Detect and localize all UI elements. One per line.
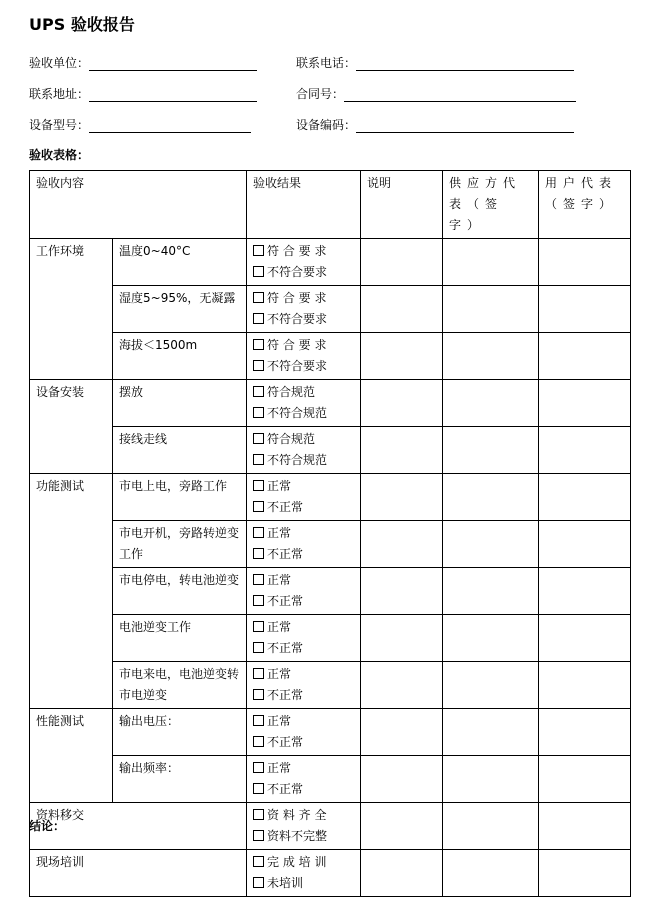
option-label: 未培训 xyxy=(267,876,304,890)
group-install: 设备安装 xyxy=(30,380,113,474)
model-label: 设备型号： xyxy=(29,118,90,132)
note-cell[interactable] xyxy=(361,568,443,615)
result-cell xyxy=(247,474,361,521)
item-f4: 电池逆变工作 xyxy=(113,615,247,662)
group-func: 功能测试 xyxy=(30,474,113,709)
option-label: 正常 xyxy=(267,620,292,634)
acceptance-table xyxy=(29,170,631,897)
user-sign-cell[interactable] xyxy=(539,286,631,333)
table-row xyxy=(30,568,631,615)
group-docs: 资料移交 xyxy=(30,803,247,850)
checkbox[interactable] xyxy=(253,339,264,350)
checkbox[interactable] xyxy=(253,595,264,606)
header-note: 说明 xyxy=(361,171,443,239)
phone-label: 联系电话： xyxy=(296,56,357,70)
serial-field xyxy=(296,116,574,133)
header-content: 验收内容 xyxy=(30,171,247,239)
note-cell[interactable] xyxy=(361,333,443,380)
note-cell[interactable] xyxy=(361,850,443,897)
contract-field xyxy=(296,85,576,102)
table-row xyxy=(30,850,631,897)
checkbox[interactable] xyxy=(253,548,264,559)
group-train: 现场培训 xyxy=(30,850,247,897)
result-cell xyxy=(247,756,361,803)
option-label: 符 合 要 求 xyxy=(267,244,327,258)
serial-input[interactable] xyxy=(356,118,574,133)
option-label: 符 合 要 求 xyxy=(267,338,327,352)
supplier-sign-cell[interactable] xyxy=(443,709,539,756)
checkbox[interactable] xyxy=(253,433,264,444)
page-title: UPS 验收报告 xyxy=(29,15,135,34)
checkbox[interactable] xyxy=(253,407,264,418)
option-label: 不正常 xyxy=(267,688,304,702)
unit-input[interactable] xyxy=(89,56,257,71)
supplier-sign-cell[interactable] xyxy=(443,286,539,333)
item-f5: 市电来电，电池逆变转市电逆变 xyxy=(113,662,247,709)
supplier-sign-cell[interactable] xyxy=(443,333,539,380)
table-row xyxy=(30,662,631,709)
item-f1: 市电上电，旁路工作 xyxy=(113,474,247,521)
checkbox[interactable] xyxy=(253,715,264,726)
result-cell xyxy=(247,803,361,850)
note-cell[interactable] xyxy=(361,662,443,709)
result-cell xyxy=(247,286,361,333)
table-row xyxy=(30,333,631,380)
address-label: 联系地址： xyxy=(29,87,90,101)
checkbox[interactable] xyxy=(253,668,264,679)
table-row xyxy=(30,474,631,521)
note-cell[interactable] xyxy=(361,709,443,756)
supplier-sign-cell[interactable] xyxy=(443,662,539,709)
unit-label: 验收单位： xyxy=(29,56,90,70)
supplier-sign-cell[interactable] xyxy=(443,568,539,615)
option-label: 不符合要求 xyxy=(267,312,328,326)
checkbox[interactable] xyxy=(253,386,264,397)
supplier-sign-cell[interactable] xyxy=(443,803,539,850)
contract-input[interactable] xyxy=(344,87,576,102)
group-env: 工作环境 xyxy=(30,239,113,380)
checkbox[interactable] xyxy=(253,736,264,747)
note-cell[interactable] xyxy=(361,239,443,286)
user-sign-cell[interactable] xyxy=(539,662,631,709)
checkbox[interactable] xyxy=(253,809,264,820)
supplier-sign-cell[interactable] xyxy=(443,239,539,286)
checkbox[interactable] xyxy=(253,783,264,794)
checkbox[interactable] xyxy=(253,527,264,538)
note-cell[interactable] xyxy=(361,521,443,568)
model-input[interactable] xyxy=(89,118,251,133)
header-supplier: 供应方代表（签字） xyxy=(443,171,539,239)
item-p2: 输出频率： xyxy=(113,756,247,803)
address-input[interactable] xyxy=(89,87,257,102)
checkbox[interactable] xyxy=(253,454,264,465)
note-cell[interactable] xyxy=(361,756,443,803)
option-label: 资料不完整 xyxy=(267,829,328,843)
user-sign-cell[interactable] xyxy=(539,380,631,427)
item-f2: 市电开机，旁路转逆变工作 xyxy=(113,521,247,568)
model-field xyxy=(29,116,251,133)
header-result: 验收结果 xyxy=(247,171,361,239)
item-temp: 温度0~40°C xyxy=(113,239,247,286)
header-user: 用户代表（签字） xyxy=(539,171,631,239)
item-place: 摆放 xyxy=(113,380,247,427)
option-label: 不正常 xyxy=(267,500,304,514)
user-sign-cell[interactable] xyxy=(539,850,631,897)
result-cell xyxy=(247,662,361,709)
item-humid: 湿度5~95%，无凝露 xyxy=(113,286,247,333)
conclusion-label: 结论： xyxy=(29,819,66,833)
checkbox[interactable] xyxy=(253,642,264,653)
checkbox[interactable] xyxy=(253,480,264,491)
option-label: 正常 xyxy=(267,714,292,728)
checkbox[interactable] xyxy=(253,574,264,585)
table-row xyxy=(30,709,631,756)
user-sign-cell[interactable] xyxy=(539,474,631,521)
user-sign-cell[interactable] xyxy=(539,239,631,286)
checkbox[interactable] xyxy=(253,245,264,256)
option-label: 完 成 培 训 xyxy=(267,855,327,869)
checkbox[interactable] xyxy=(253,762,264,773)
supplier-sign-cell[interactable] xyxy=(443,615,539,662)
option-label: 不正常 xyxy=(267,782,304,796)
item-p1: 输出电压： xyxy=(113,709,247,756)
user-sign-cell[interactable] xyxy=(539,521,631,568)
checkbox[interactable] xyxy=(253,621,264,632)
note-cell[interactable] xyxy=(361,427,443,474)
option-label: 不符合规范 xyxy=(267,406,328,420)
result-cell xyxy=(247,709,361,756)
supplier-sign-cell[interactable] xyxy=(443,427,539,474)
option-label: 正常 xyxy=(267,479,292,493)
table-row xyxy=(30,521,631,568)
table-row xyxy=(30,427,631,474)
option-label: 不符合要求 xyxy=(267,359,328,373)
result-cell xyxy=(247,568,361,615)
result-cell xyxy=(247,239,361,286)
table-row xyxy=(30,803,631,850)
supplier-sign-cell[interactable] xyxy=(443,850,539,897)
result-cell xyxy=(247,380,361,427)
table-row xyxy=(30,380,631,427)
checkbox[interactable] xyxy=(253,856,264,867)
option-label: 符 合 要 求 xyxy=(267,291,327,305)
option-label: 正常 xyxy=(267,573,292,587)
item-f3: 市电停电，转电池逆变 xyxy=(113,568,247,615)
result-cell xyxy=(247,333,361,380)
item-wiring: 接线走线 xyxy=(113,427,247,474)
option-label: 资 料 齐 全 xyxy=(267,808,327,822)
option-label: 符合规范 xyxy=(267,385,316,399)
unit-field xyxy=(29,54,257,71)
phone-field xyxy=(296,54,574,71)
table-row xyxy=(30,615,631,662)
table-header-row xyxy=(30,171,631,239)
table-row xyxy=(30,286,631,333)
supplier-sign-cell[interactable] xyxy=(443,756,539,803)
phone-input[interactable] xyxy=(356,56,574,71)
result-cell xyxy=(247,615,361,662)
checkbox[interactable] xyxy=(253,877,264,888)
option-label: 不正常 xyxy=(267,547,304,561)
result-cell xyxy=(247,521,361,568)
checkbox[interactable] xyxy=(253,266,264,277)
result-cell xyxy=(247,427,361,474)
user-sign-cell[interactable] xyxy=(539,568,631,615)
user-sign-cell[interactable] xyxy=(539,427,631,474)
group-perf: 性能测试 xyxy=(30,709,113,803)
user-sign-cell[interactable] xyxy=(539,803,631,850)
note-cell[interactable] xyxy=(361,286,443,333)
item-alt: 海拔＜1500m xyxy=(113,333,247,380)
table-row xyxy=(30,756,631,803)
checkbox[interactable] xyxy=(253,689,264,700)
user-sign-cell[interactable] xyxy=(539,709,631,756)
option-label: 符合规范 xyxy=(267,432,316,446)
checkbox[interactable] xyxy=(253,501,264,512)
checkbox[interactable] xyxy=(253,830,264,841)
serial-label: 设备编码： xyxy=(296,118,357,132)
table-row xyxy=(30,239,631,286)
address-field xyxy=(29,85,257,102)
option-label: 不正常 xyxy=(267,735,304,749)
note-cell[interactable] xyxy=(361,803,443,850)
option-label: 不正常 xyxy=(267,594,304,608)
note-cell[interactable] xyxy=(361,380,443,427)
checkbox[interactable] xyxy=(253,360,264,371)
result-cell xyxy=(247,850,361,897)
user-sign-cell[interactable] xyxy=(539,333,631,380)
note-cell[interactable] xyxy=(361,615,443,662)
option-label: 正常 xyxy=(267,667,292,681)
user-sign-cell[interactable] xyxy=(539,615,631,662)
checkbox[interactable] xyxy=(253,292,264,303)
supplier-sign-cell[interactable] xyxy=(443,521,539,568)
note-cell[interactable] xyxy=(361,474,443,521)
option-label: 正常 xyxy=(267,761,292,775)
option-label: 正常 xyxy=(267,526,292,540)
user-sign-cell[interactable] xyxy=(539,756,631,803)
section-label: 验收表格： xyxy=(29,148,90,162)
option-label: 不符合规范 xyxy=(267,453,328,467)
option-label: 不符合要求 xyxy=(267,265,328,279)
supplier-sign-cell[interactable] xyxy=(443,380,539,427)
option-label: 不正常 xyxy=(267,641,304,655)
contract-label: 合同号： xyxy=(296,87,345,101)
checkbox[interactable] xyxy=(253,313,264,324)
supplier-sign-cell[interactable] xyxy=(443,474,539,521)
